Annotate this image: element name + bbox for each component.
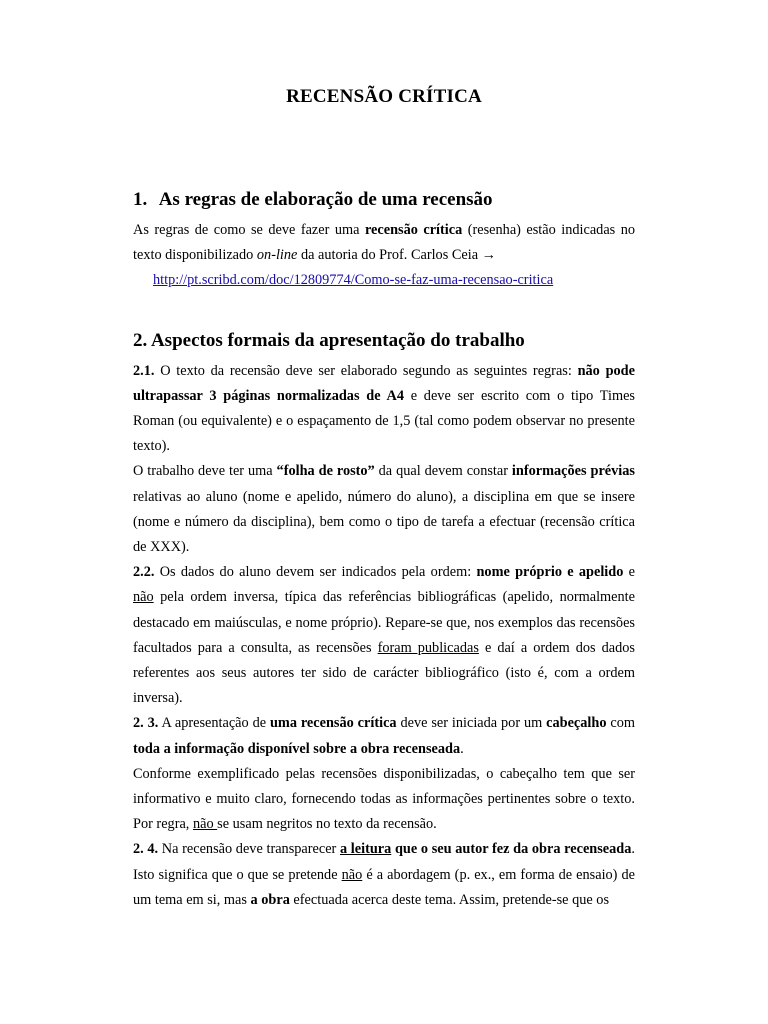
underlined-term: não — [341, 866, 363, 883]
text-segment: da autoria do Prof. Carlos Ceia → — [297, 247, 496, 264]
scribd-link[interactable]: http://pt.scribd.com/doc/12809774/Como-se-faz-uma-recensao-critica — [153, 272, 554, 289]
bold-term: recensão crítica — [364, 222, 463, 238]
text-segment: é a abordagem (p. ex., em forma de ensaio) de um tema em si, mas — [133, 866, 635, 908]
italic-term: on-line — [256, 247, 298, 264]
text-segment: (resenha) estão indicadas no texto disponibilizado — [133, 222, 636, 264]
text-segment: O texto da recensão deve ser elaborado segundo as seguintes regras: — [154, 362, 578, 379]
text-segment: efectuada acerca deste tema. Assim, pretende-se que os — [289, 891, 610, 908]
text-segment: da qual devem constar — [374, 463, 512, 480]
section-1-heading — [133, 186, 635, 214]
paragraph-number: 2. 4. — [133, 841, 159, 858]
section-spacer — [133, 294, 635, 327]
text-segment: Na recensão deve transparecer — [158, 841, 340, 858]
bold-underlined-term: a leitura — [339, 841, 392, 858]
underlined-term: foram publicadas — [377, 639, 479, 656]
text-segment: As regras de como se deve fazer uma — [133, 222, 365, 238]
section-2-number: 2. — [133, 329, 148, 351]
text-segment: com — [606, 715, 635, 732]
bold-term: que o seu autor fez da obra recenseada — [391, 841, 632, 858]
paragraph-number: 2.2. — [133, 564, 155, 581]
section-1-number: 1. — [133, 189, 148, 210]
text-segment: e — [623, 564, 636, 581]
underlined-term: não — [192, 816, 218, 833]
bold-term: uma recensão crítica — [269, 715, 397, 732]
paragraph-2-1-continued — [133, 459, 635, 560]
bold-term: nome próprio e apelido — [476, 564, 624, 581]
paragraph-2-4 — [133, 837, 635, 913]
section-2-title: Aspectos formais da apresentação do trabalho — [150, 329, 525, 351]
text-segment: . Isto significa que o que se pretende — [133, 841, 635, 883]
paragraph-number: 2.1. — [133, 362, 155, 379]
bold-term: a obra — [250, 891, 290, 908]
underlined-term: não — [133, 589, 154, 606]
bold-term: informações prévias — [511, 463, 635, 480]
text-segment: A apresentação de — [158, 715, 270, 732]
section-2-heading — [133, 327, 635, 355]
text-segment: . — [460, 740, 464, 757]
section-1-intro-paragraph — [133, 218, 635, 268]
bold-term: cabeçalho — [546, 715, 607, 732]
bold-term: não pode ultrapassar 3 páginas normalizadas de A4 — [133, 362, 635, 404]
text-segment: se usam negritos no texto da recensão. — [217, 816, 437, 833]
text-segment: relativas ao aluno (nome e apelido, número do aluno), a disciplina em que se insere (nome e número da disciplina), bem como o tipo de tarefa a efectuar (recensão crítica de XXX). — [133, 488, 635, 556]
paragraph-2-1 — [133, 359, 635, 460]
text-segment: deve ser iniciada por um — [396, 715, 547, 732]
paragraph-2-3-continued — [133, 762, 635, 838]
paragraph-2-3 — [133, 711, 635, 761]
text-segment: pela ordem inversa, típica das referências bibliográficas (apelido, normalmente destacado em maiúsculas, e nome próprio). Repare-se que, nos exemplos das recensões facultados para a consulta, as recensões — [133, 589, 635, 656]
text-segment: e daí a ordem dos dados referentes aos seus autores ter sido de carácter bibliográfico (isto é, com a ordem inversa). — [133, 639, 635, 707]
paragraph-2-2 — [133, 560, 635, 711]
text-segment: e deve ser escrito com o tipo Times Roman (ou equivalente) e o espaçamento de 1,5 (tal como podem observar no presente texto). — [133, 387, 635, 455]
document-body — [133, 186, 635, 913]
bold-term: toda a informação disponível sobre a obra recenseada — [133, 740, 461, 757]
section-1-title: As regras de elaboração de uma recensão — [158, 189, 493, 210]
text-segment: Conforme exemplificado pelas recensões disponibilizadas, o cabeçalho tem que ser informativo e muito claro, fornecendo todas as informações pertinentes sobre o texto. Por regra, — [133, 765, 635, 833]
bold-term: “folha de rosto” — [276, 463, 375, 480]
text-segment: O trabalho deve ter uma — [133, 463, 277, 480]
text-segment: Os dados do aluno devem ser indicados pela ordem: — [154, 564, 477, 581]
paragraph-number: 2. 3. — [133, 715, 159, 732]
document-title: RECENSÃO CRÍTICA — [286, 86, 482, 107]
